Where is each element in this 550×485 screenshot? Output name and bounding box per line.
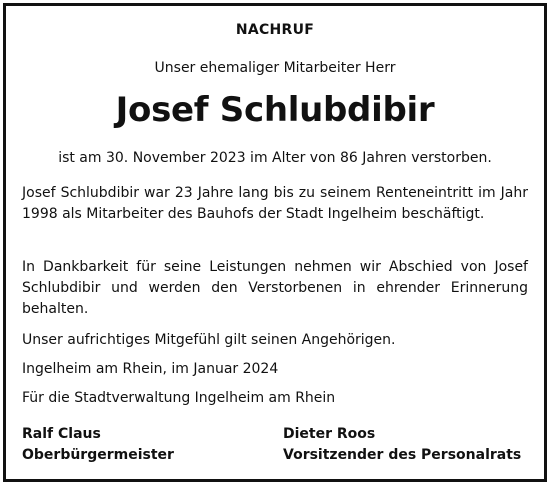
on-behalf-line: Für die Stadtverwaltung Ingelheim am Rhein bbox=[22, 390, 336, 406]
notice-heading: NACHRUF bbox=[235, 22, 315, 38]
place-date: Ingelheim am Rhein, im Januar 2024 bbox=[22, 361, 279, 377]
signatory-mayor bbox=[22, 424, 174, 466]
signatory-role: Oberbürgermeister bbox=[22, 447, 174, 463]
signatory-staff-council bbox=[283, 424, 521, 466]
notice-subtitle: Unser ehemaliger Mitarbeiter Herr bbox=[154, 60, 396, 76]
signatory-role: Vorsitzender des Personalrats bbox=[283, 447, 522, 463]
deceased-name: Josef Schlubdibir bbox=[115, 90, 435, 130]
signatory-name: Ralf Claus bbox=[22, 426, 101, 442]
paragraph-gratitude: In Dankbarkeit für seine Leistungen nehmen wir Abschied von Josef Schlubdibir und werden den Verstorbenen in ehrender Erinnerung behalten. bbox=[22, 259, 528, 317]
paragraph-employment: Josef Schlubdibir war 23 Jahre lang bis zu seinem Renteneintritt im Jahr 1998 als Mitarbeiter des Bauhofs der Stadt Ingelheim beschäftigt. bbox=[22, 185, 528, 222]
signatory-name: Dieter Roos bbox=[283, 426, 376, 442]
death-line: ist am 30. November 2023 im Alter von 86 Jahren verstorben. bbox=[58, 150, 492, 166]
paragraph-condolences: Unser aufrichtiges Mitgefühl gilt seinen Angehörigen. bbox=[22, 332, 396, 348]
